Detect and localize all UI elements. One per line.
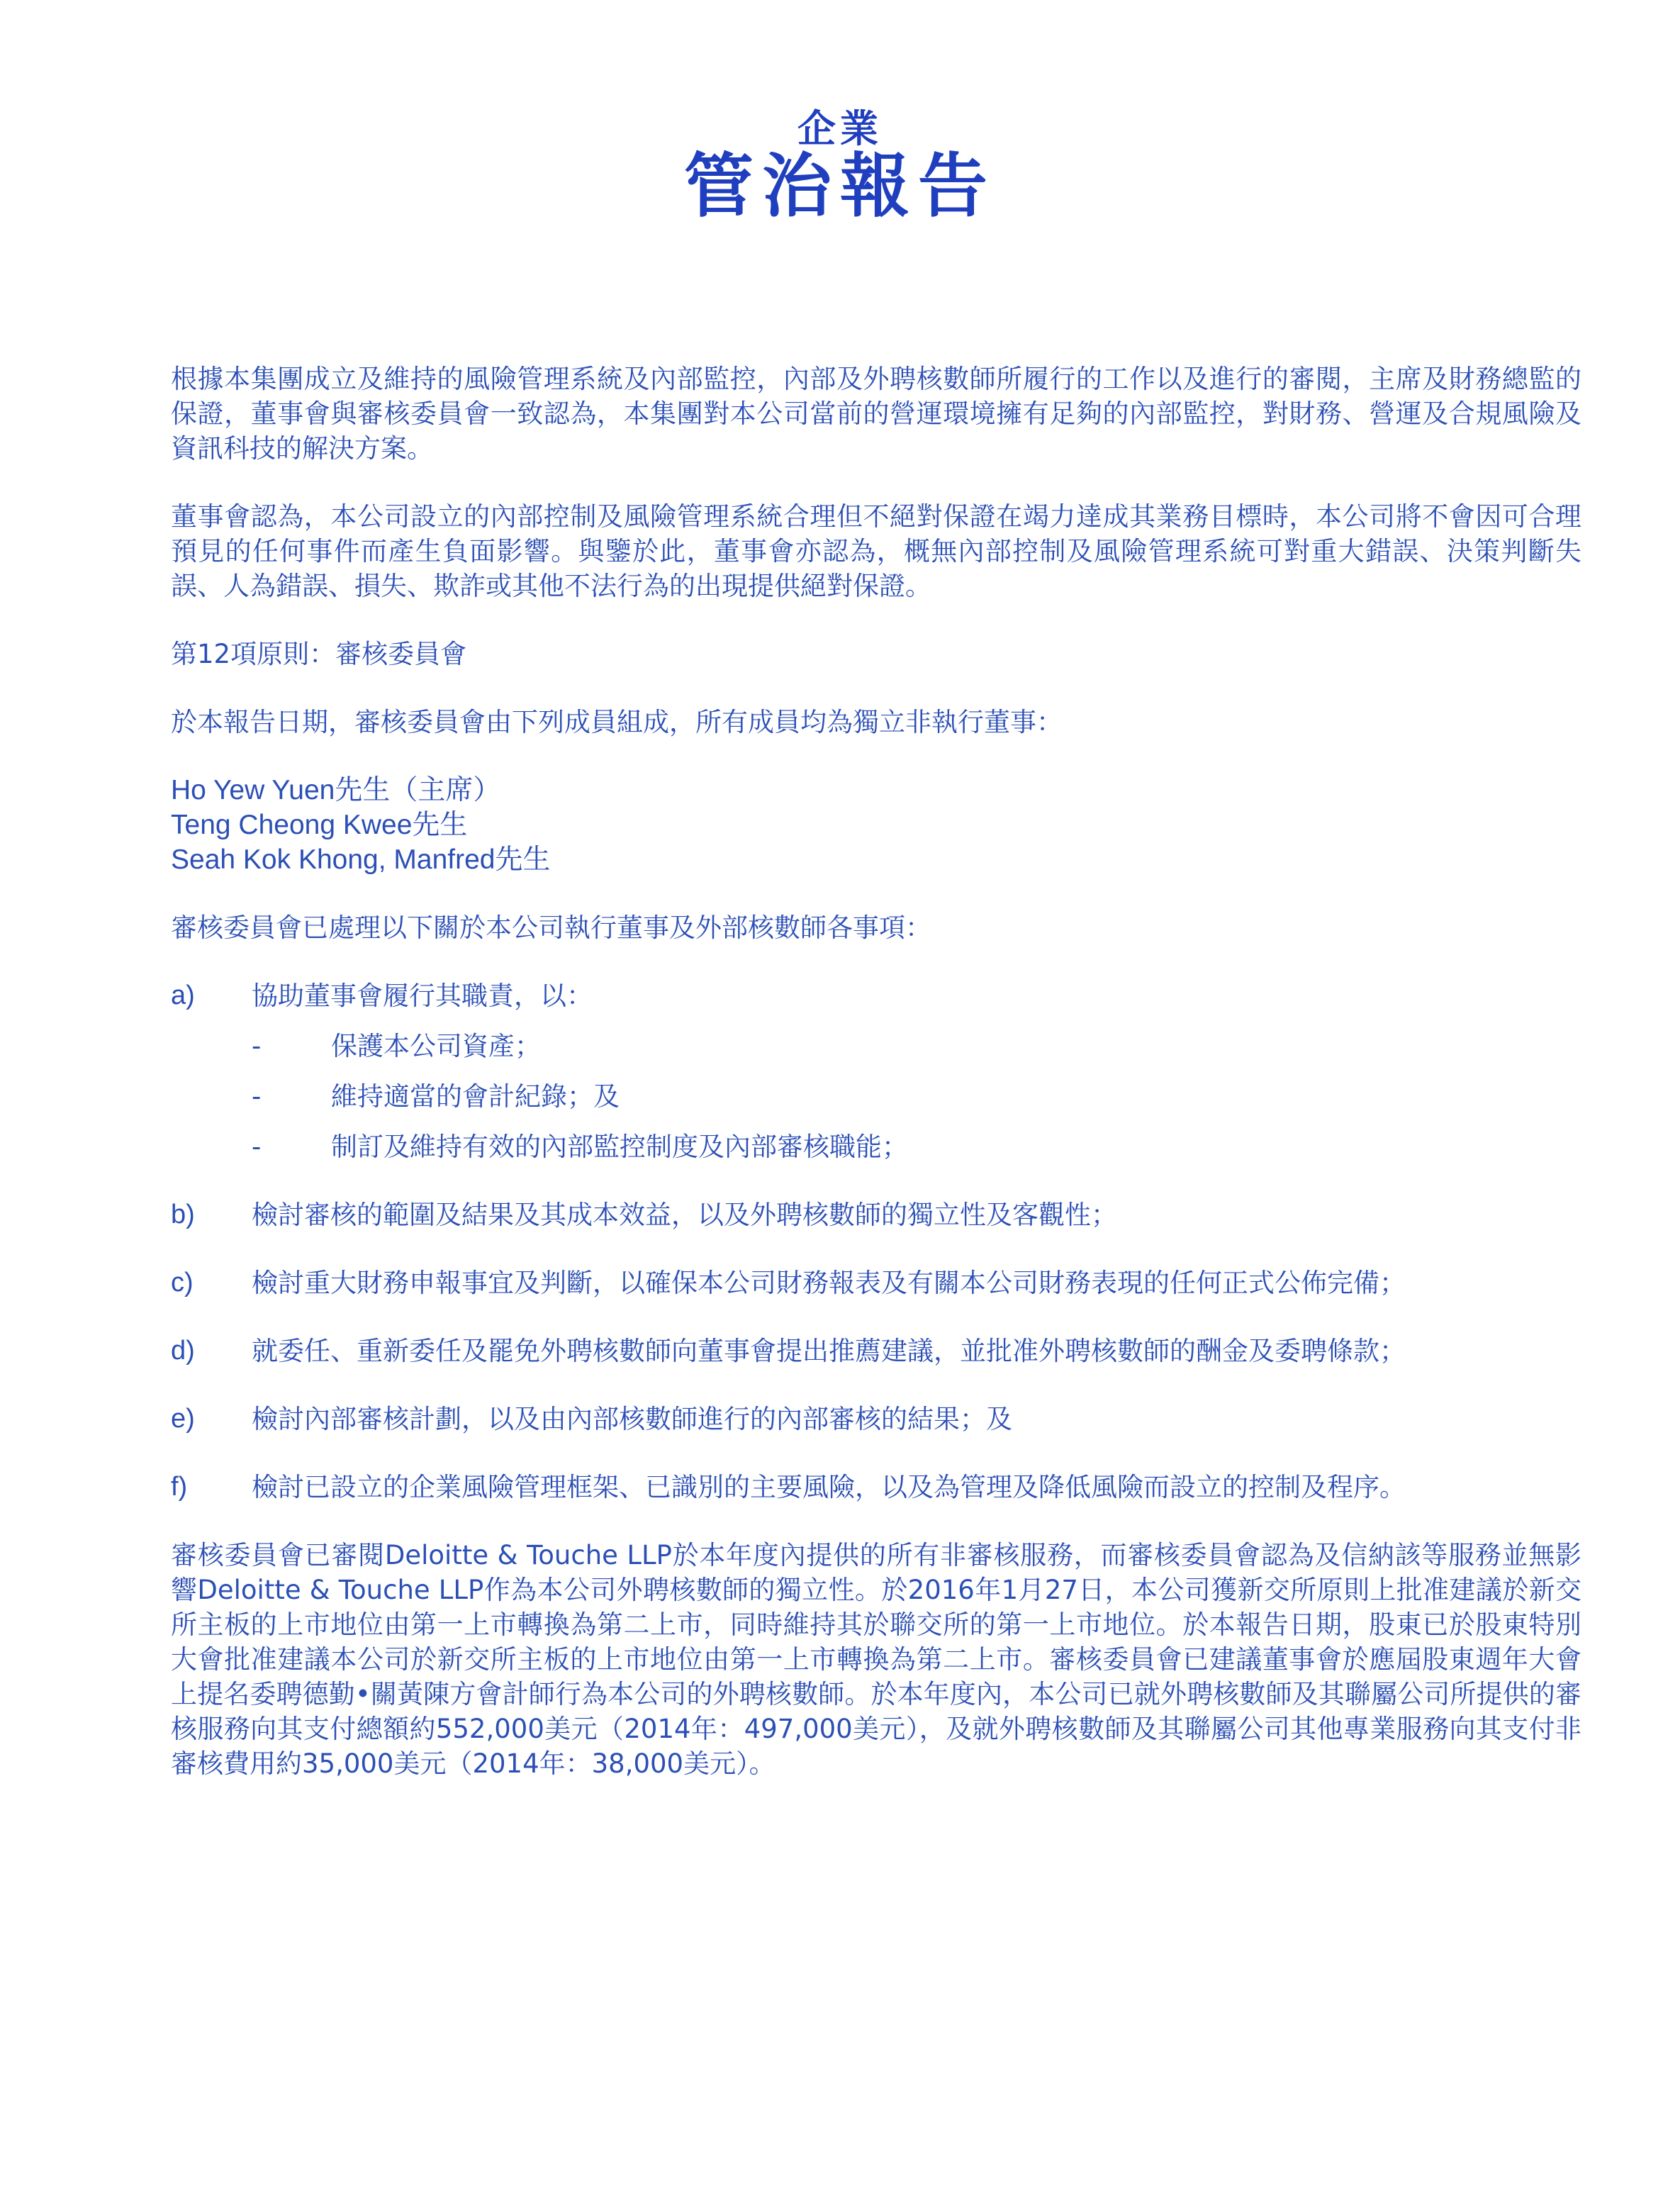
list-item-label: c) <box>171 1268 194 1297</box>
member-name: Seah Kok Khong, Manfred先生 <box>171 844 551 875</box>
list-item-label: d) <box>171 1336 195 1366</box>
list-item-text: 檢討重大財務申報事宜及判斷，以確保本公司財務報表及有關本公司財務表現的任何正式公佈完備； <box>252 1268 1406 1298</box>
report-body <box>171 362 1581 1814</box>
list-item-label: f) <box>171 1472 188 1502</box>
sub-list-dash: - <box>252 1031 262 1061</box>
composition-intro: 於本報告日期，審核委員會由下列成員組成，所有成員均為獨立非執行董事： <box>171 707 1063 737</box>
list-item <box>171 1334 1581 1368</box>
member-list <box>171 773 1581 877</box>
sub-list-text: 制訂及維持有效的內部監控制度及內部審核職能； <box>331 1132 908 1162</box>
sub-list-dash: - <box>252 1081 262 1112</box>
header-title-large: 管治報告 <box>683 146 996 227</box>
list-item <box>171 1198 1581 1232</box>
sub-list-item <box>252 1129 1581 1164</box>
header-title-small: 企業 <box>797 106 883 151</box>
member-name: Ho Yew Yuen先生（主席） <box>171 775 501 805</box>
list-item-label: b) <box>171 1200 195 1229</box>
list-item-label: a) <box>171 981 195 1010</box>
list-item-text: 檢討審核的範圍及結果及其成本效益，以及外聘核數師的獨立性及客觀性； <box>252 1200 1117 1230</box>
member-name: Teng Cheong Kwee先生 <box>171 810 468 840</box>
list-item <box>171 1266 1581 1300</box>
list-item-text: 就委任、重新委任及罷免外聘核數師向董事會提出推薦建議，並批准外聘核數師的酬金及委聘條款； <box>252 1336 1406 1366</box>
list-item <box>171 1402 1581 1436</box>
list-item-text: 檢討已設立的企業風險管理框架、已識別的主要風險，以及為管理及降低風險而設立的控制及程序。 <box>252 1472 1406 1502</box>
sub-list-item <box>252 1029 1581 1064</box>
sub-list-item <box>252 1079 1581 1114</box>
list-item <box>171 978 1581 1013</box>
list-item <box>171 1470 1581 1505</box>
paragraph-auditor-services: 審核委員會已審閱Deloitte & Touche LLP於本年度內提供的所有非審核服務，而審核委員會認為及信納該等服務並無影響Deloitte & Touche LLP作為本公司外聘核數師的獨立性。於2016年1月27日，本公司獲新交所原則上批准建議於新交所主板的上市地位由第一上市轉換為第二上市，同時維持其於聯交所的第一上市地位。於本報告日期，股東已於股東特別大會批准建議本公司於新交所主板的上市地位由第一上市轉換為第二上市。審核委員會已建議董事會於應屆股東週年大會上提名委聘德勤•關黃陳方會計師行為本公司的外聘核數師。於本年度內，本公司已就外聘核數師及其聯屬公司所提供的審核服務向其支付總額約552,000美元（2014年：497,000美元），及就外聘核數師及其聯屬公司其他專業服務向其支付非審核費用約35,000美元（2014年：38,000美元）。 <box>171 1540 1581 1779</box>
sub-list-text: 保護本公司資產； <box>331 1031 541 1061</box>
principle-heading: 第12項原則：審核委員會 <box>171 639 467 669</box>
report-header <box>0 106 1680 225</box>
paragraph-internal-controls: 根據本集團成立及維持的風險管理系統及內部監控，內部及外聘核數師所履行的工作以及進行的審閱，主席及財務總監的保證，董事會與審核委員會一致認為，本集團對本公司當前的營運環境擁有足夠的內部監控，對財務、營運及合規風險及資訊科技的解決方案。 <box>171 364 1581 464</box>
list-item-label: e) <box>171 1404 195 1434</box>
sub-list-dash: - <box>252 1132 262 1162</box>
list-item-text: 協助董事會履行其職責，以： <box>252 981 593 1011</box>
list-item-text: 檢討內部審核計劃，以及由內部核數師進行的內部審核的結果；及 <box>252 1404 1012 1434</box>
matters-intro: 審核委員會已處理以下關於本公司執行董事及外部核數師各事項： <box>171 912 931 943</box>
sub-list-text: 維持適當的會計紀錄；及 <box>331 1081 620 1112</box>
paragraph-board-opinion: 董事會認為，本公司設立的內部控制及風險管理系統合理但不絕對保證在竭力達成其業務目標時，本公司將不會因可合理預見的任何事件而產生負面影響。與鑒於此，董事會亦認為，概無內部控制及風險管理系統可對重大錯誤、決策判斷失誤、人為錯誤、損失、欺詐或其他不法行為的出現提供絕對保證。 <box>171 501 1581 601</box>
